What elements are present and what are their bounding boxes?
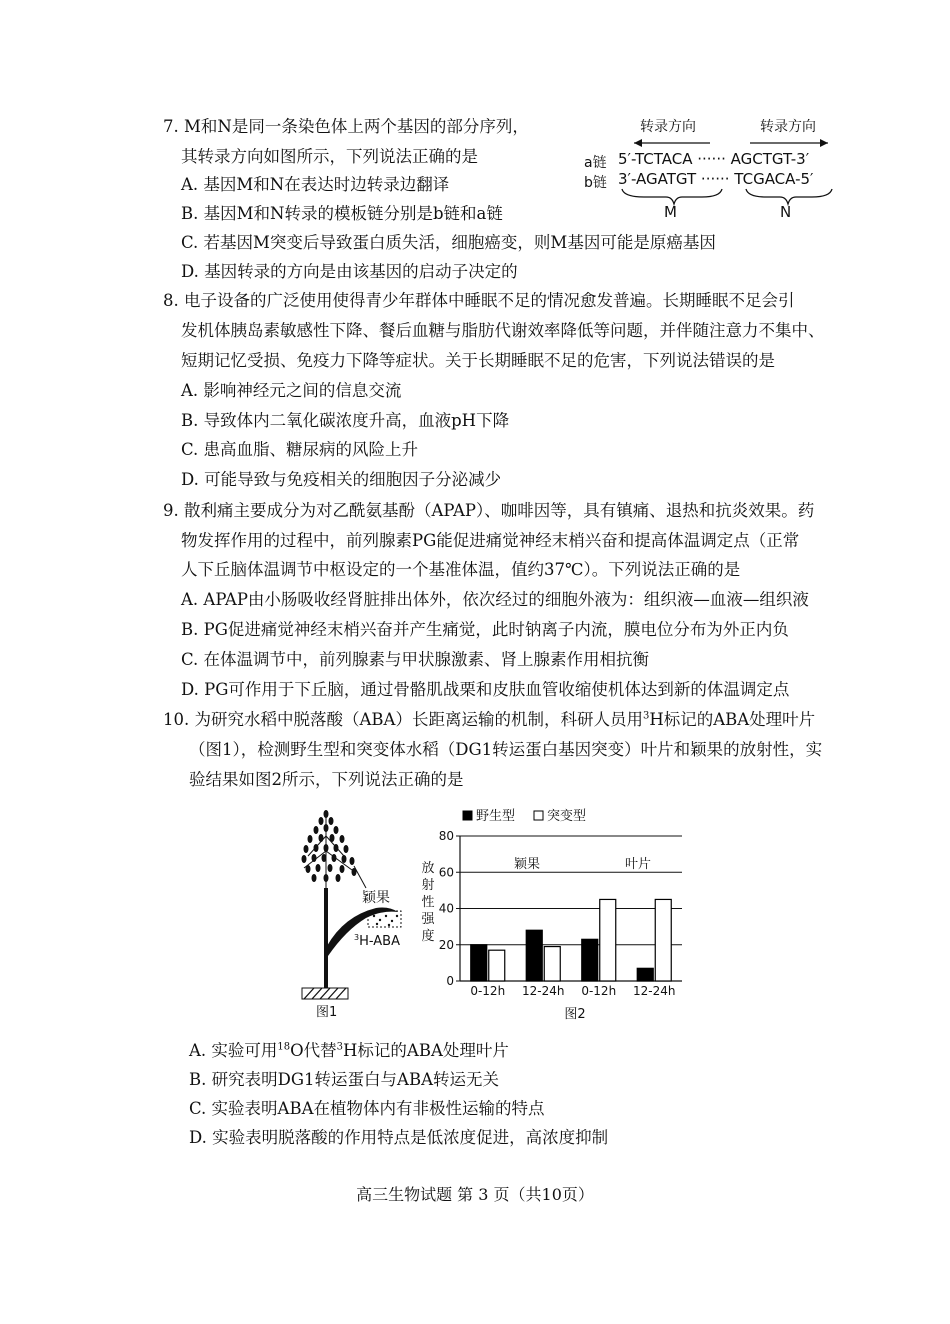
- bar-wildtype-3: [637, 968, 653, 981]
- bar-mutant-0: [489, 950, 505, 981]
- q9-stem-line1: 9. 散利痛主要成分为对乙酰氨基酚（APAP）、咖啡因等，具有镇痛、退热和抗炎效果。药: [163, 501, 815, 520]
- bar-mutant-3: [655, 899, 671, 981]
- gene-n-label: N: [780, 203, 792, 221]
- bar-mutant-1: [544, 947, 560, 981]
- a-chain-label: a链: [584, 155, 607, 171]
- q8-option-c: C. 患高血脂、糖尿病的风险上升: [181, 440, 419, 459]
- q10-option-d: D. 实验表明脱落酸的作用特点是低浓度促进，高浓度抑制: [189, 1128, 609, 1147]
- y-tick-label-0: 0: [446, 974, 454, 988]
- figure1-caption: 图1: [316, 1005, 338, 1020]
- y-tick-label-60: 60: [438, 865, 454, 880]
- q10-stem-line1-sup: 3: [642, 710, 650, 722]
- x-tick-label-2: 0-12h: [581, 984, 617, 998]
- bar-wildtype-1: [526, 930, 542, 981]
- q7-option-a: A. 基因M和N在表达时边转录边翻译: [181, 175, 450, 194]
- q10-option-a-post: H标记的ABA处理叶片: [343, 1041, 509, 1060]
- q9-stem-line3: 人下丘脑体温调节中枢设定的一个基准体温，值约37℃）。下列说法正确的是: [181, 560, 741, 579]
- aba-dots: [373, 915, 398, 926]
- grain-pointer-line: [354, 866, 366, 888]
- q10-stem-line1-post: H标记的ABA处理叶片: [649, 710, 816, 729]
- q9-option-a: A. APAP由小肠吸收经肾脏排出体外，依次经过的细胞外液为：组织液—血液—组织液: [181, 590, 809, 609]
- q9-stem-line2: 物发挥作用的过程中，前列腺素PG能促进痛觉神经末梢兴奋和提高体温调定点（正常: [181, 531, 800, 550]
- bar-wildtype-2: [582, 939, 598, 981]
- plant-stem: [324, 888, 328, 988]
- legend-label-wildtype: 野生型: [476, 809, 516, 824]
- figure2-bar-chart: [410, 804, 700, 1026]
- right-arrow-head: [820, 139, 828, 147]
- q8-option-a: A. 影响神经元之间的信息交流: [181, 381, 402, 400]
- page-footer: 高三生物试题 第 3 页（共10页）: [356, 1185, 594, 1204]
- left-arrow-head: [634, 139, 642, 147]
- figure2-caption: 图2: [564, 1007, 586, 1022]
- panicle-grains: [302, 810, 357, 882]
- legend-label-mutant: 突变型: [547, 809, 587, 824]
- aba-label-text: H-ABA: [359, 934, 400, 949]
- x-tick-label-3: 12-24h: [633, 984, 676, 998]
- grain-label: 颖果: [362, 890, 390, 906]
- q10-stem-line2: （图1），检测野生型和突变体水稻（DG1转运蛋白基因突变）叶片和颖果的放射性，实: [189, 740, 823, 759]
- legend-swatch-mutant: [534, 811, 543, 820]
- q7-stem-line1: 7. M和N是同一条染色体上两个基因的部分序列，: [163, 117, 529, 136]
- q10-option-a-pre: A. 实验可用: [189, 1041, 278, 1060]
- q8-option-d: D. 可能导致与免疫相关的细胞因子分泌减少: [181, 470, 502, 489]
- aba-label: [354, 933, 400, 949]
- q10-option-c: C. 实验表明ABA在植物体内有非极性运输的特点: [189, 1099, 545, 1118]
- y-axis-label-char-4: 度: [421, 929, 435, 944]
- a-chain-sequence: 5′-TCTACA ······ AGCTGT-3′: [618, 150, 810, 168]
- b-chain-label: b链: [584, 175, 607, 191]
- q10-stem-line1: [163, 709, 815, 731]
- m-brace: [622, 189, 722, 204]
- q10-stem-line3: 验结果如图2所示，下列说法正确的是: [189, 770, 464, 789]
- q10-option-a-mid: O代替: [290, 1041, 337, 1060]
- bar-wildtype-0: [471, 945, 487, 981]
- q9-option-c: C. 在体温调节中，前列腺素与甲状腺激素、肾上腺素作用相抗衡: [181, 650, 650, 669]
- y-tick-label-20: 20: [438, 937, 454, 952]
- legend-swatch-wildtype: [463, 811, 472, 820]
- y-axis-label-char-2: 性: [421, 895, 435, 910]
- q7-option-c: C. 若基因M突变后导致蛋白质失活，细胞癌变，则M基因可能是原癌基因: [181, 233, 716, 252]
- q10-option-a-sup2: 3: [336, 1041, 344, 1053]
- y-axis-label-char-3: 强: [421, 912, 435, 927]
- q10-stem-line1-pre: 10. 为研究水稻中脱落酸（ABA）长距离运输的机制，科研人员用: [163, 710, 643, 729]
- y-tick-label-80: 80: [438, 829, 454, 843]
- q7-option-d: D. 基因转录的方向是由该基因的启动子决定的: [181, 262, 518, 281]
- q7-option-b: B. 基因M和N转录的模板链分别是b链和a链: [181, 204, 503, 223]
- q8-stem-line3: 短期记忆受损、免疫力下降等症状。关于长期睡眠不足的危害，下列说法错误的是: [181, 351, 775, 370]
- n-brace: [746, 189, 832, 204]
- q7-dna-figure: [582, 112, 852, 222]
- q10-option-a-sup1: 18: [277, 1041, 291, 1053]
- gene-m-label: M: [664, 203, 677, 221]
- bar-mutant-2: [600, 899, 616, 981]
- group-label-leaf: 叶片: [624, 857, 652, 872]
- q9-option-b: B. PG促进痛觉神经末梢兴奋并产生痛觉，此时钠离子内流，膜电位分布为外正内负: [181, 620, 789, 639]
- y-axis-label-char-1: 射: [421, 878, 435, 893]
- group-label-grain: 颖果: [513, 857, 541, 872]
- x-tick-label-1: 12-24h: [522, 984, 565, 998]
- aba-label-sup: 3: [354, 933, 360, 942]
- q8-stem-line1: 8. 电子设备的广泛使用使得青少年群体中睡眠不足的情况愈发普遍。长期睡眠不足会引: [163, 291, 795, 310]
- q10-option-a: [189, 1040, 509, 1062]
- q8-option-b: B. 导致体内二氧化碳浓度升高，血液pH下降: [181, 411, 510, 430]
- y-axis-label-char-0: 放: [421, 861, 435, 876]
- q7-stem-line2: 其转录方向如图所示，下列说法正确的是: [181, 147, 478, 166]
- x-tick-label-0: 0-12h: [470, 984, 506, 998]
- q9-option-d: D. PG可作用于下丘脑，通过骨骼肌战栗和皮肤血管收缩使机体达到新的体温调定点: [181, 680, 790, 699]
- q8-stem-line2: 发机体胰岛素敏感性下降、餐后血糖与脂肪代谢效率降低等问题，并伴随注意力不集中、: [181, 321, 825, 340]
- transcription-direction-right: 转录方向: [760, 119, 816, 135]
- transcription-direction-left: 转录方向: [640, 119, 696, 135]
- y-tick-label-40: 40: [438, 901, 454, 916]
- figure1-rice-plant: [294, 806, 419, 1021]
- b-chain-sequence: 3′-AGATGT ······ TCGACA-5′: [618, 170, 814, 188]
- q10-option-b: B. 研究表明DG1转运蛋白与ABA转运无关: [189, 1070, 499, 1089]
